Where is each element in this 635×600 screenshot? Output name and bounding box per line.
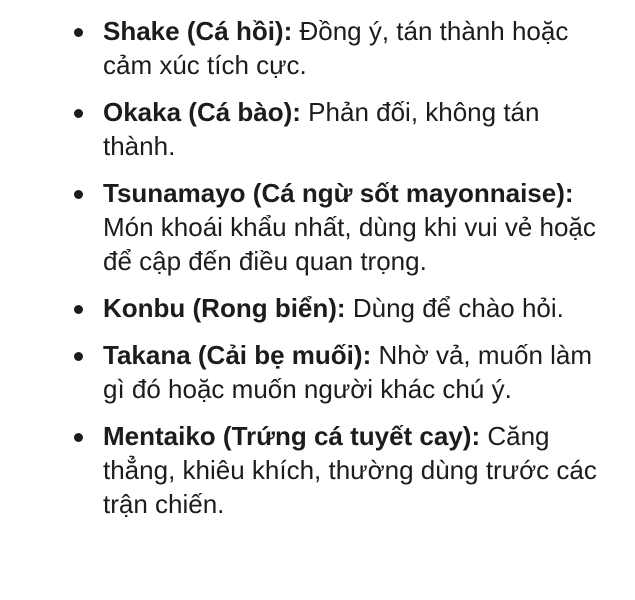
bullet-icon: [74, 109, 83, 118]
item-term: Takana (Cải bẹ muối):: [103, 340, 372, 370]
bullet-icon: [74, 28, 83, 37]
item-description: Món khoái khẩu nhất, dùng khi vui vẻ hoặc để cập đến điều quan trọng.: [103, 212, 596, 276]
bullet-icon: [74, 305, 83, 314]
bullet-list: [0, 14, 599, 521]
item-description: Căng thẳng, khiêu khích, thường dùng trước các trận chiến.: [103, 421, 597, 519]
item-term: Tsunamayo (Cá ngừ sốt mayonnaise):: [103, 178, 574, 208]
bullet-icon: [74, 352, 83, 361]
bullet-icon: [74, 433, 83, 442]
list-item: [103, 95, 599, 163]
list-item: [103, 14, 599, 82]
item-term: Shake (Cá hồi):: [103, 16, 293, 46]
item-term: Okaka (Cá bào):: [103, 97, 301, 127]
list-item: [103, 338, 599, 406]
item-term: Mentaiko (Trứng cá tuyết cay):: [103, 421, 481, 451]
item-description: Đồng ý, tán thành hoặc cảm xúc tích cực.: [103, 16, 569, 80]
list-item: [103, 176, 599, 278]
item-description: Dùng để chào hỏi.: [345, 293, 564, 323]
item-term: Konbu (Rong biển):: [103, 293, 346, 323]
item-description: Phản đối, không tán thành.: [103, 97, 540, 161]
list-item: [103, 419, 599, 521]
list-item: [103, 291, 599, 325]
item-description: Nhờ vả, muốn làm gì đó hoặc muốn người khác chú ý.: [103, 340, 593, 404]
bullet-icon: [74, 190, 83, 199]
